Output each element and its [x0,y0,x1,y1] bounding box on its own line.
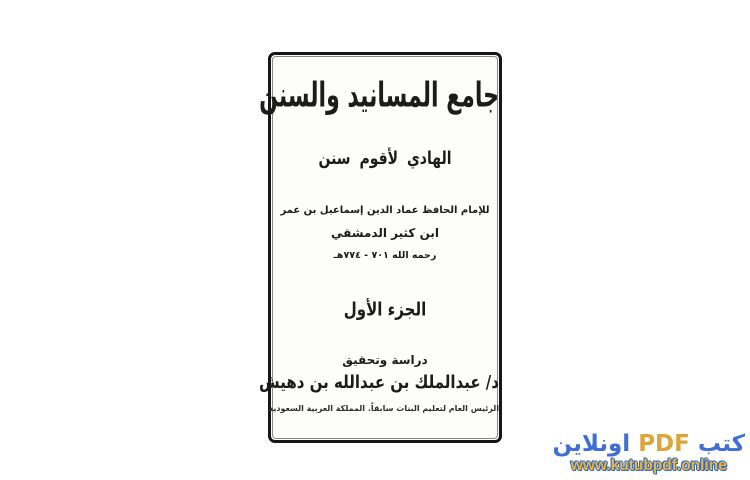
author-name: ابن كثير الدمشقي [331,226,439,240]
editor-name: د/ عبدالملك بن عبدالله بن دهيش [259,371,499,393]
site-name-word-kutub: كتب [697,430,745,457]
site-name [553,432,745,456]
site-name-word-pdf: PDF [638,430,690,457]
book-cover-frame [259,52,502,443]
volume-label: الجزء الأول [343,298,427,321]
book-title: جامع المسانيد والسنن [259,77,499,116]
editor-heading: دراسة وتحقيق [342,353,428,367]
book-subtitle: الهادي لأقوم سنن [318,149,452,169]
site-name-word-online: اونلاين [552,430,631,457]
site-watermark [553,432,745,474]
site-url: www.kutubpdf.online [570,456,727,474]
author-dates: رحمه الله ٧٠١ - ٧٧٤هـ [333,250,437,261]
editor-title: الرئيس العام لتعليم البنات سابقاً. المملكة العربية السعودية [268,404,499,413]
author-honorific: للإمام الحافظ عماد الدين إسماعيل بن عمر [280,205,490,216]
